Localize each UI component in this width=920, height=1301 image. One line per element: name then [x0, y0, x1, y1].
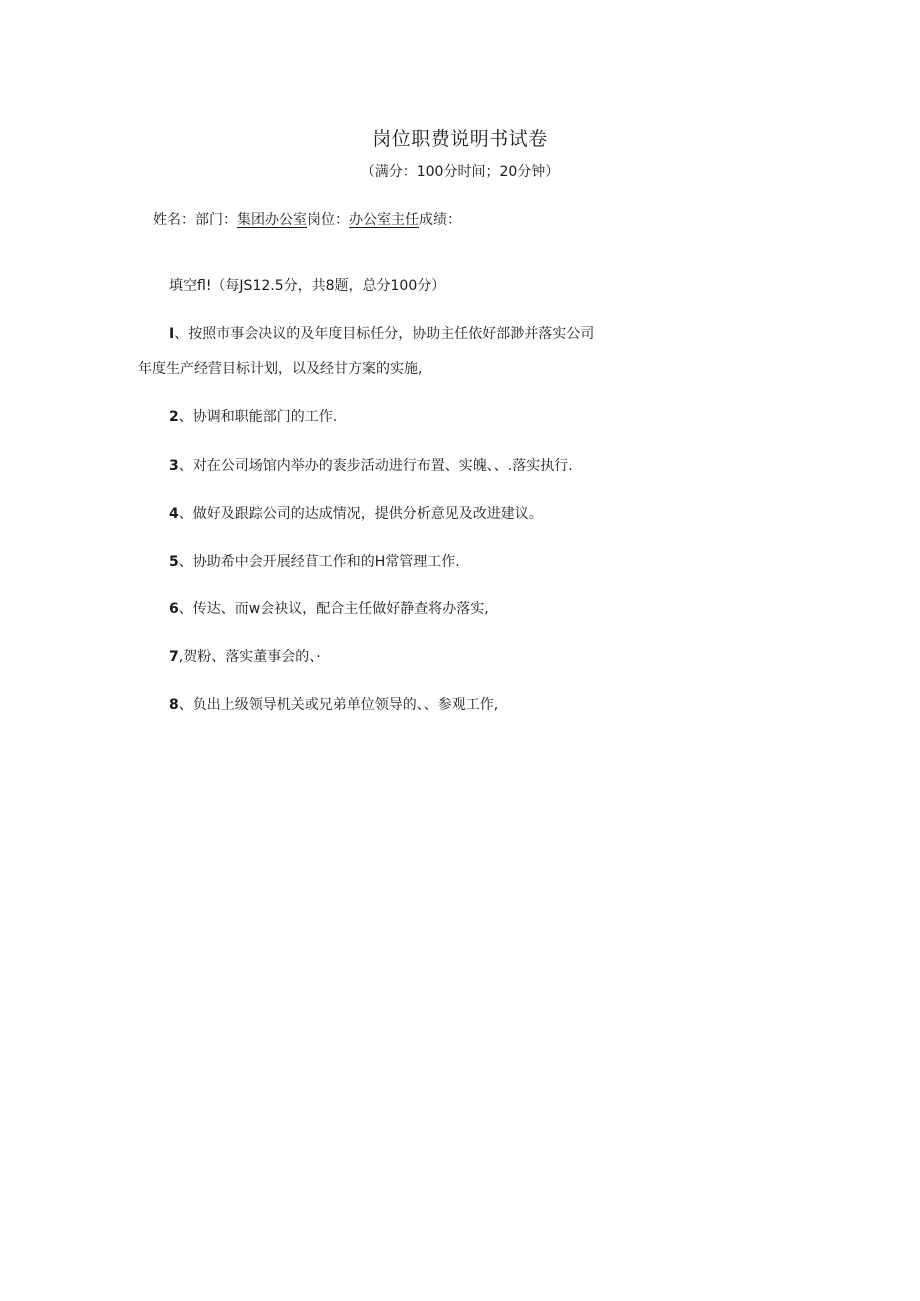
dept-label: 部门： [195, 212, 237, 228]
item-text: 、按照市事会决议的及年度目标任分，协助主任依好部渺并落实公司 [174, 326, 595, 342]
position-label: 岗位： [307, 212, 349, 228]
page-title: 岗位职费说明书试卷 [372, 128, 548, 150]
position-value: 办公室主任 [349, 212, 419, 228]
list-item [169, 323, 594, 343]
item-number: 5 [169, 554, 179, 570]
list-item [169, 455, 573, 475]
item-number: 4 [169, 506, 179, 522]
list-item [169, 646, 321, 666]
item-text: 、对在公司场馆内举办的袠步活动进行布置、实魄、、.落实执行. [178, 458, 573, 474]
dept-value: 集团办公室 [237, 212, 307, 228]
item-number: I [169, 326, 175, 342]
list-item [169, 406, 337, 426]
name-label: 姓名： [153, 212, 195, 228]
item-text: ,贺粉、落实董事会的、· [178, 649, 321, 665]
list-item-continuation: 年度生产经营目标计划，以及经甘方案的实施, [138, 361, 423, 377]
section-heading: 填空fl!（每JS12.5分，共8题，总分100分） [169, 278, 446, 294]
item-text: 、传达、而w会袂议，配合主任做好静查将办落实, [178, 601, 489, 617]
item-number: 8 [169, 697, 179, 713]
item-text: 、负出上级领导机关或兄弟单位领导的、、参观工作, [178, 697, 499, 713]
item-text: 、做好及跟踪公司的达成情况，提供分析意见及改进建议。 [178, 506, 543, 522]
item-text: 、协助希中会开展经苜工作和的H常管理工作. [178, 554, 460, 570]
item-text: 、协调和职能部门的工作. [178, 409, 338, 425]
list-item [169, 503, 543, 523]
score-label: 成绩： [419, 212, 461, 228]
item-number: 3 [169, 458, 179, 474]
item-number: 7 [169, 649, 179, 665]
list-item [169, 598, 489, 618]
info-line [153, 209, 461, 229]
list-item [169, 694, 498, 714]
item-number: 6 [169, 601, 179, 617]
page-subtitle: （满分：100分时间；20分钟） [360, 164, 560, 180]
item-number: 2 [169, 409, 179, 425]
list-item [169, 551, 460, 571]
